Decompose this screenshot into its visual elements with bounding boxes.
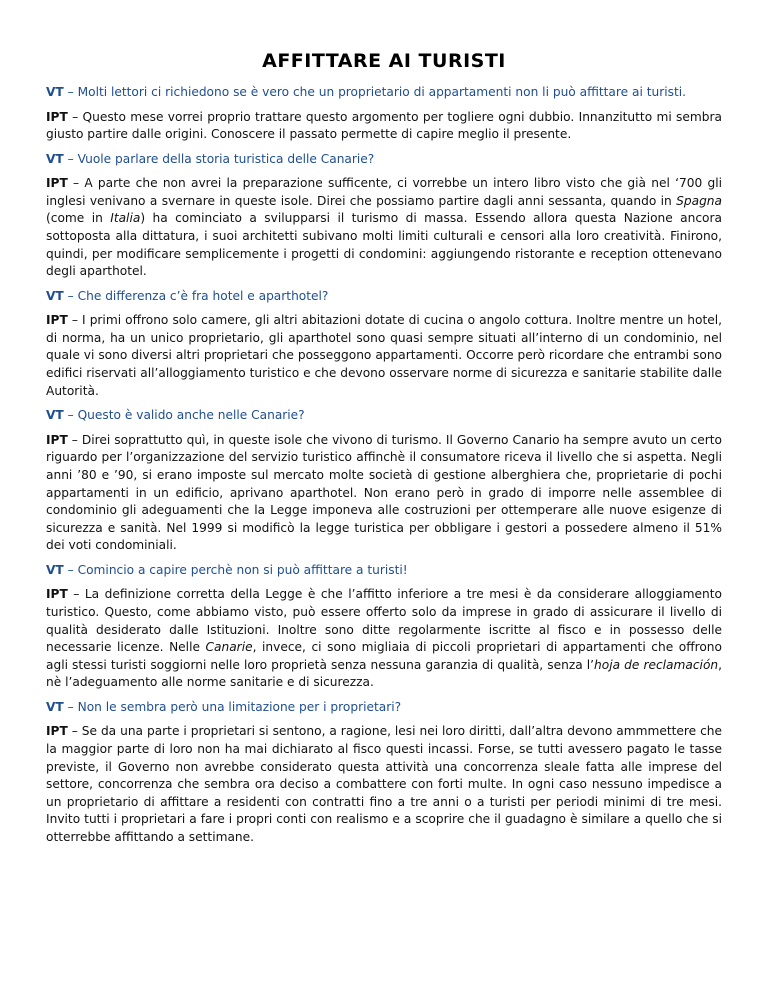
vt-tag: VT xyxy=(46,562,64,577)
answer-emphasis: Spagna xyxy=(676,193,722,208)
answer-emphasis: Italia xyxy=(110,211,141,226)
answer-paragraph xyxy=(46,723,722,846)
answer-text: – Direi soprattutto quì, in queste isole che vivono di turismo. Il Governo Canario ha sempre avuto un certo riguardo per l’organizzazione del servizio turistico affinchè il consumatore riceva il livello che si aspetta. Negli anni ’80 e ’90, si erano imposte sul mercato molte società di gestione alberghiera che, proprietarie di pochi appartamenti in un edificio, aprivano aparthotel. Non erano però in grado di imporre nelle assemblee di condominio gli adeguamenti che la Legge imponeva alle costruzioni per ottemperare alle nuove esigenze di sicurezza e sanità. Nel 1999 si modificò la legge turistica per obbligare i gestori a possedere almeno il 51% dei voti condominiali. xyxy=(46,432,722,553)
answer-emphasis: Canarie xyxy=(205,640,253,655)
question-text: – Non le sembra però una limitazione per i proprietari? xyxy=(63,699,402,714)
answer-text: – A parte che non avrei la preparazione sufficente, ci vorrebbe un intero libro visto che già nel ‘700 gli inglesi venivano a svernare in queste isole. Direi che possiamo partire dagli anni sessanta, quando in xyxy=(46,176,722,208)
answer-paragraph xyxy=(46,312,722,400)
ipt-tag: IPT xyxy=(46,724,68,739)
answer-emphasis: hoja de reclamación xyxy=(594,657,719,672)
question-text: – Vuole parlare della storia turistica delle Canarie? xyxy=(63,151,375,166)
page-title: AFFITTARE AI TURISTI xyxy=(262,50,506,72)
answer-text: , invece, ci sono migliaia di piccoli proprietari di appartamenti che offrono agli stessi turisti soggiorni nelle loro proprietà senza nessuna garanzia di qualità, senza l’ xyxy=(46,640,722,672)
answer-text: – I primi offrono solo camere, gli altri abitazioni dotate di cucina o angolo cottura. Inoltre mentre un hotel, di norma, ha un unico proprietario, gli aparthotel sono quasi sempre situati all’interno di un condominio, nel quale vi sono diversi altri proprietari che posseggono appartamenti. Occorre però ricordare che entrambi sono edifici riservati all’alloggiamento turistico e che devono osservare norme di sicurezza e sanitarie stabilite dalle Autorità. xyxy=(46,313,722,398)
answer-text: – Se da una parte i proprietari si sentono, a ragione, lesi nei loro diritti, dall’altra devono ammmettere che la maggior parte di loro non ha mai dichiarato al fisco questi incassi. Forse, se tutti avessero pagato le tasse previste, il Governo non avrebbe considerato questa attività una concorrenza sleale fatta alle imprese del settore, concorrenza che sembra ora deciso a combattere con forti multe. In ogni caso nessuno impedisce a un proprietario di affittare a residenti con contratti fino a tre anni o a turisti per periodi minimi di tre mesi. Invito tutti i proprietari a fare i propri conti con realismo e a scoprire che il guadagno è similare a quello che si otterrebbe affittando a settimane. xyxy=(46,724,722,844)
vt-tag: VT xyxy=(46,699,64,714)
answer-paragraph xyxy=(46,109,722,144)
answer-paragraph xyxy=(46,586,722,692)
ipt-tag: IPT xyxy=(46,313,68,328)
question-paragraph xyxy=(46,407,722,425)
question-text: – Molti lettori ci richiedono se è vero che un proprietario di appartamenti non li può affittare ai turisti. xyxy=(63,85,687,99)
answer-text: ) ha cominciato a svilupparsi il turismo di massa. Essendo allora questa Nazione ancora sottoposta alla dittatura, i suoi architetti subivano molti limiti culturali e censori alla loro creatività. Finirono, quindi, per modificare semplicemente i progetti di condomini: aggiungendo ristorante e reception ottenevano degli aparthotel. xyxy=(46,211,722,279)
question-paragraph xyxy=(46,84,722,102)
question-text: – Comincio a capire perchè non si può affittare a turisti! xyxy=(63,562,408,577)
answer-text: – La definizione corretta della Legge è che l’affitto inferiore a tre mesi è da considerare alloggiamento turistico. Questo, come abbiamo visto, può essere offerto solo da imprese in grado di assicurare il livello di qualità desiderato dalle Istituzioni. Inoltre sono ditte regolarmente iscritte al fisco e in possesso delle necessarie licenze. Nelle xyxy=(46,587,722,655)
question-paragraph xyxy=(46,288,722,306)
question-text: – Che differenza c’è fra hotel e aparthotel? xyxy=(63,288,329,303)
vt-tag: VT xyxy=(46,85,64,99)
answer-text: – Questo mese vorrei proprio trattare questo argomento per togliere ogni dubbio. Innanzitutto mi sembra giusto partire dalle origini. Conoscere il passato permette di capire meglio il presente. xyxy=(46,109,722,142)
ipt-tag: IPT xyxy=(46,109,68,124)
ipt-tag: IPT xyxy=(46,587,68,602)
vt-tag: VT xyxy=(46,151,64,166)
vt-tag: VT xyxy=(46,288,64,303)
answer-paragraph xyxy=(46,175,722,281)
ipt-tag: IPT xyxy=(46,176,68,191)
question-paragraph xyxy=(46,562,722,580)
question-paragraph xyxy=(46,151,722,169)
answer-text: (come in xyxy=(46,211,111,226)
ipt-tag: IPT xyxy=(46,432,68,447)
answer-paragraph xyxy=(46,432,722,555)
question-text: – Questo è valido anche nelle Canarie? xyxy=(63,408,305,423)
question-paragraph xyxy=(46,699,722,717)
vt-tag: VT xyxy=(46,408,64,423)
answer-text: , nè l’adeguamento alle norme sanitarie e di sicurezza. xyxy=(46,657,722,690)
